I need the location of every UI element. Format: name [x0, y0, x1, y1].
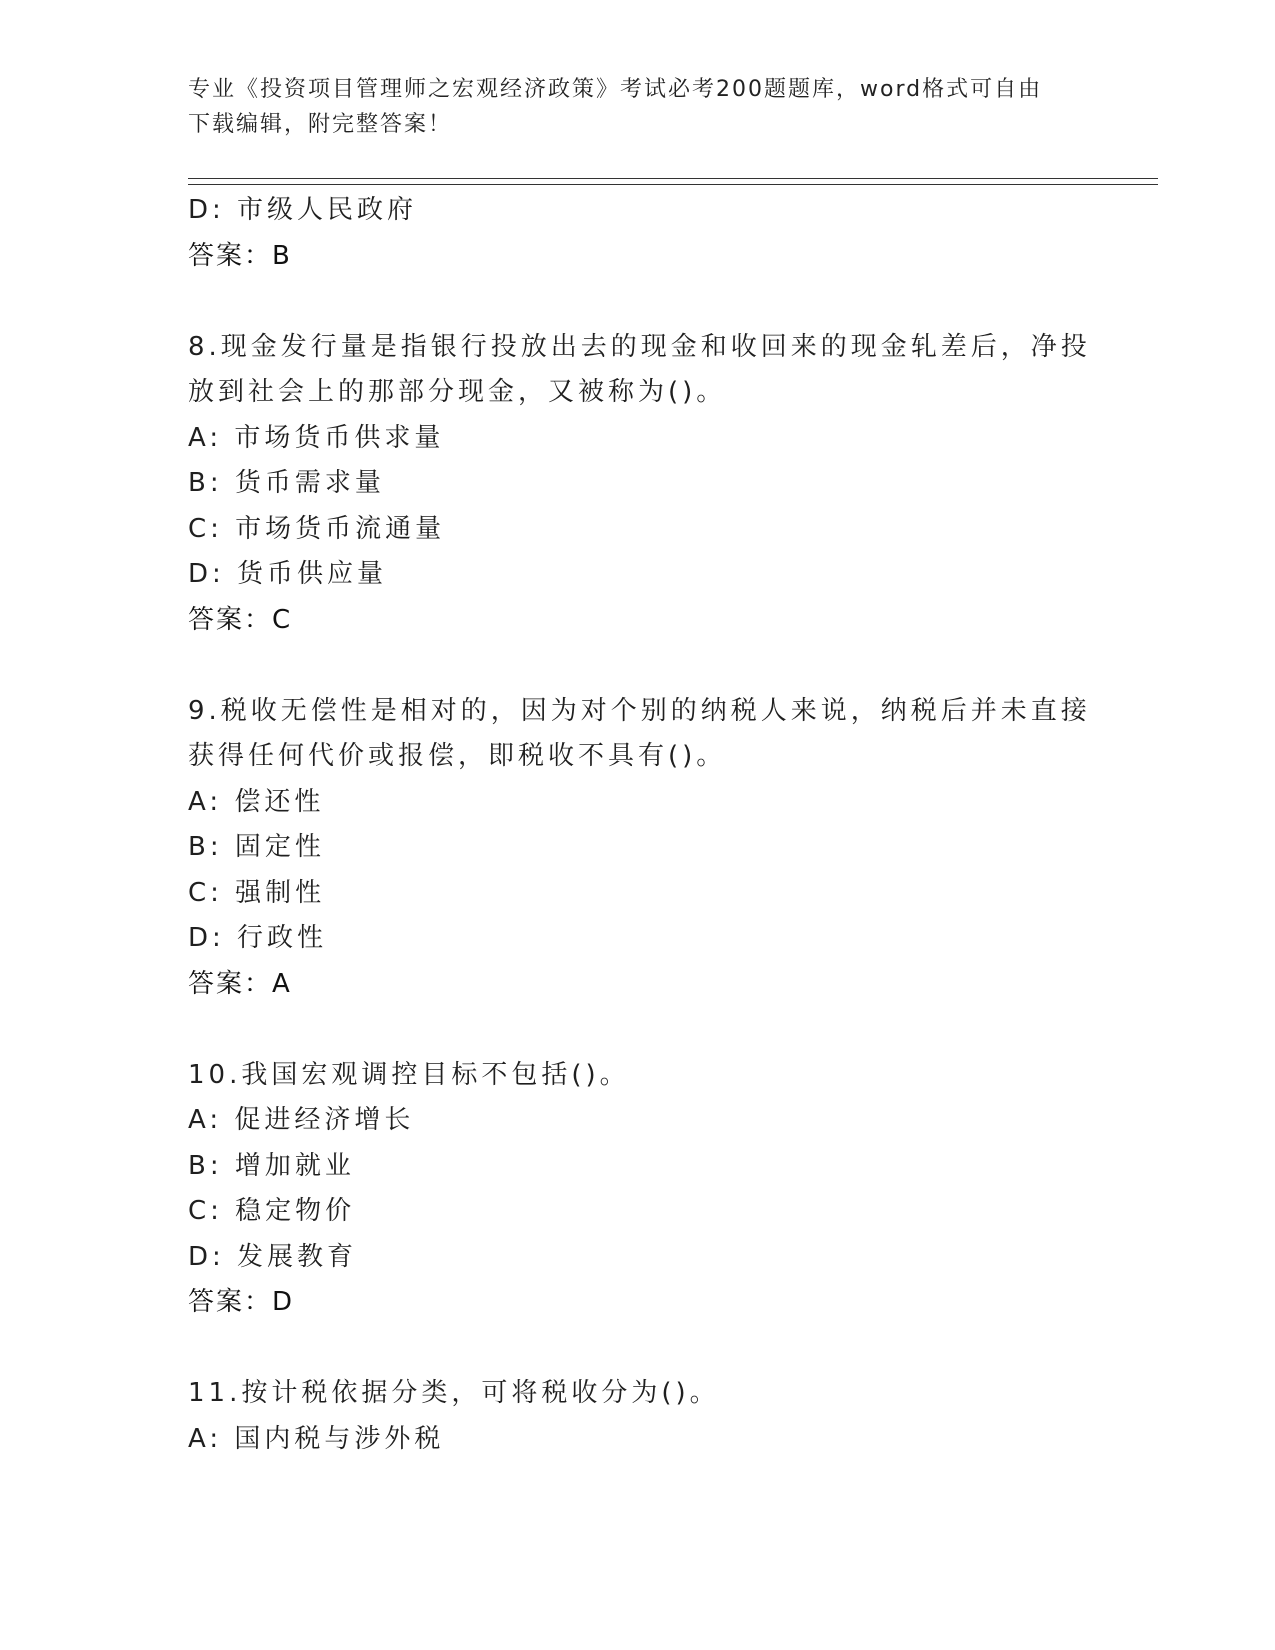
spacer	[188, 1007, 1088, 1053]
question-stem: 8.现金发行量是指银行投放出去的现金和收回来的现金轧差后，净投	[188, 331, 1091, 362]
page-header	[188, 72, 1088, 142]
option-d: D: 行政性	[188, 923, 328, 953]
question-stem: 10.我国宏观调控目标不包括()。	[188, 1059, 630, 1090]
answer: 答案：B	[188, 240, 292, 271]
option-b: B: 固定性	[188, 832, 325, 862]
question-stem: 获得任何代价或报偿，即税收不具有()。	[188, 741, 727, 771]
option-c: C: 市场货币流通量	[188, 513, 446, 544]
option-d: D: 货币供应量	[188, 559, 388, 589]
spacer	[188, 1326, 1088, 1372]
option-a: A: 促进经济增长	[188, 1105, 415, 1135]
option-d: D: 市级人民政府	[188, 195, 418, 225]
question-11	[188, 1371, 1088, 1462]
spacer	[188, 279, 1088, 325]
header-rule-bottom	[188, 184, 1158, 185]
question-stem: 11.按计税依据分类，可将税收分为()。	[188, 1378, 720, 1408]
header-rule-top	[188, 178, 1158, 179]
question-9	[188, 689, 1091, 1008]
option-a: A: 偿还性	[188, 786, 325, 817]
answer: 答案：D	[188, 1287, 295, 1317]
question-10	[188, 1053, 1088, 1326]
question-stem: 9.税收无偿性是相对的，因为对个别的纳税人来说，纳税后并未直接	[188, 695, 1091, 726]
option-a: A: 国内税与涉外税	[188, 1423, 445, 1454]
header-line-2: 下载编辑，附完整答案！	[188, 112, 453, 137]
answer: 答案：C	[188, 604, 293, 635]
question-8	[188, 325, 1091, 644]
question-list	[188, 188, 1091, 1462]
question-stem: 放到社会上的那部分现金，又被称为()。	[188, 377, 727, 407]
header-line-1: 专业《投资项目管理师之宏观经济政策》考试必考200题题库，word格式可自由	[188, 77, 1043, 102]
answer: 答案：A	[188, 968, 292, 999]
option-b: B: 增加就业	[188, 1150, 355, 1181]
option-a: A: 市场货币供求量	[188, 422, 445, 453]
option-c: C: 稳定物价	[188, 1196, 356, 1226]
option-b: B: 货币需求量	[188, 468, 385, 498]
option-d: D: 发展教育	[188, 1241, 358, 1272]
spacer	[188, 643, 1088, 689]
option-c: C: 强制性	[188, 877, 326, 908]
